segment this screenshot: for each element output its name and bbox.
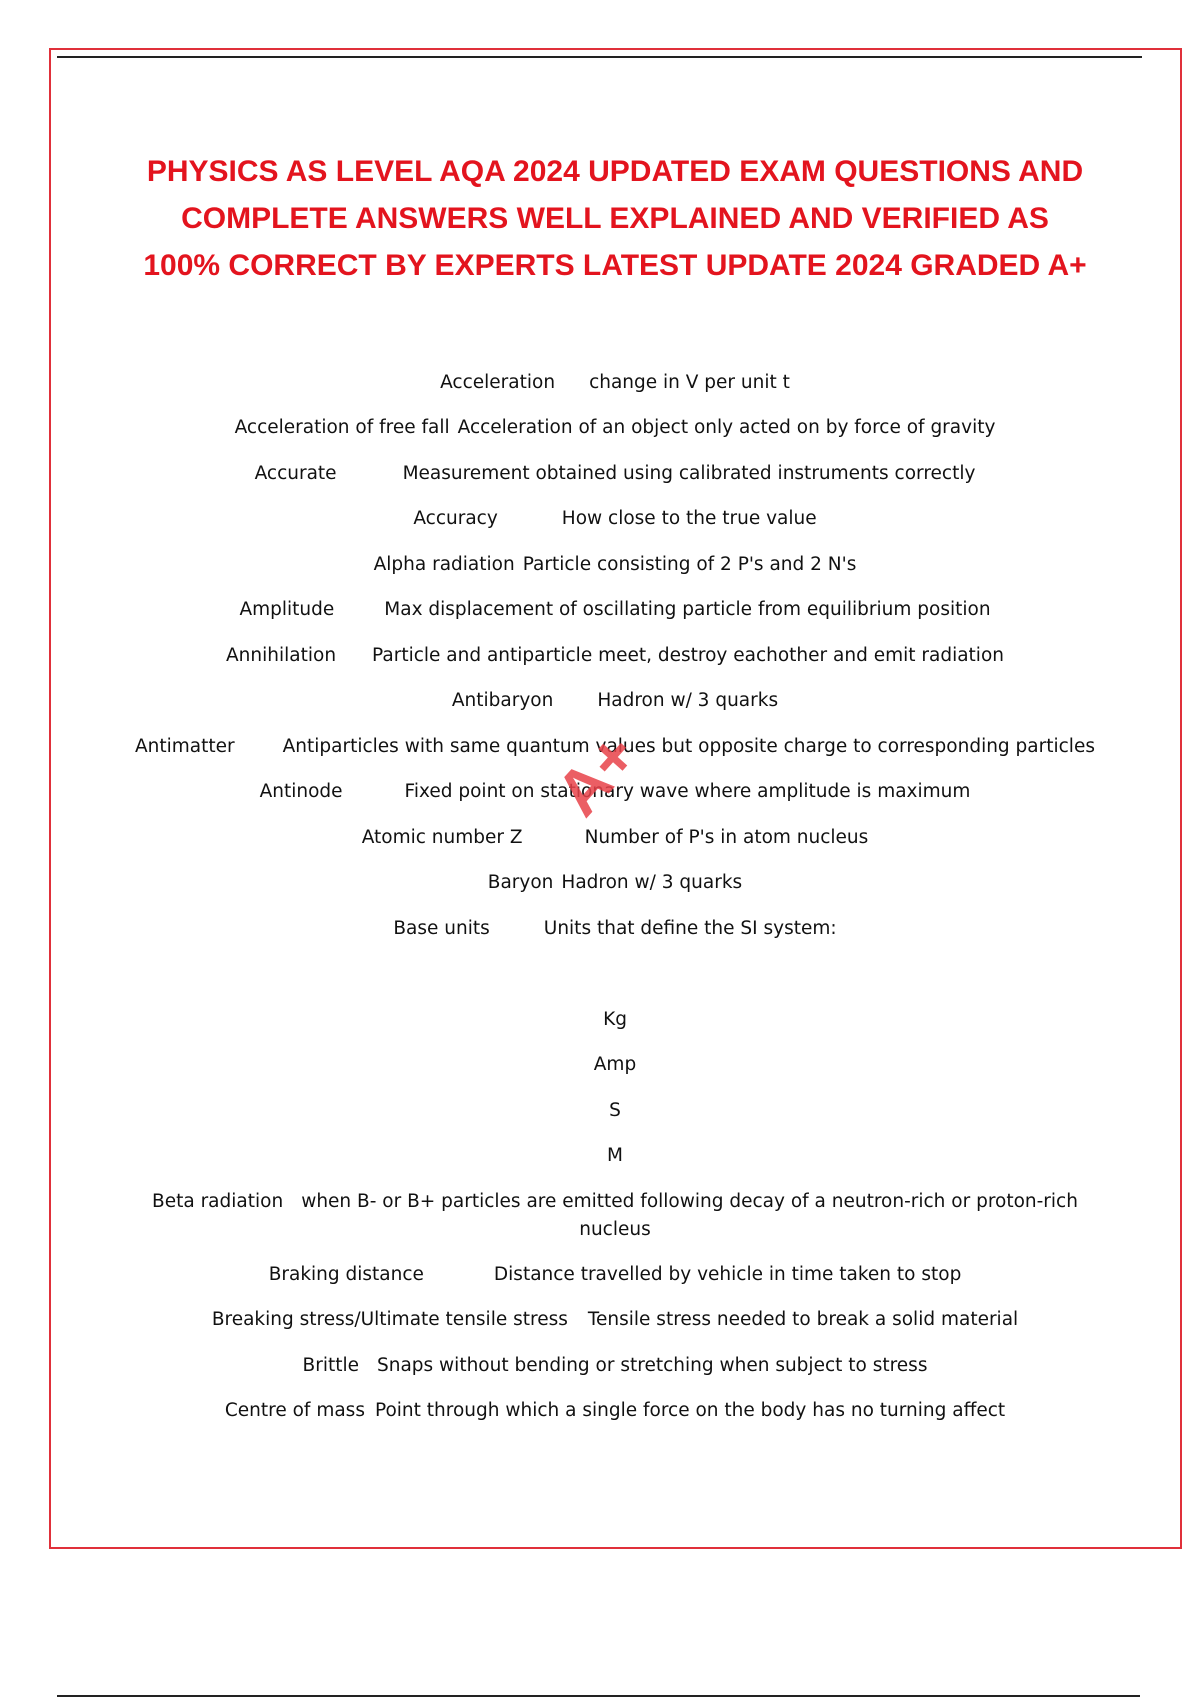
title-line-3: 100% CORRECT BY EXPERTS LATEST UPDATE 2024 GRADED A+: [143, 249, 1087, 282]
glossary-entry: [100, 1397, 1130, 1425]
glossary-entry: [100, 1306, 1130, 1334]
entry-definition: Units that define the SI system:: [543, 918, 837, 939]
entry-definition: How close to the true value: [561, 508, 817, 529]
base-unit-item: Kg: [603, 1009, 627, 1030]
glossary-entry: [100, 1188, 1130, 1216]
glossary-entry: [100, 1352, 1130, 1380]
glossary-entry: [100, 869, 1130, 897]
entry-definition: Number of P's in atom nucleus: [584, 827, 869, 848]
grade-watermark: A+: [542, 718, 652, 830]
entry-term: Antibaryon: [451, 690, 554, 711]
entry-term: Accuracy: [413, 508, 498, 529]
entry-definition: when B- or B+ particles are emitted following decay of a neutron-rich or proton-rich: [301, 1191, 1078, 1212]
glossary-entry: [100, 1261, 1130, 1289]
entry-term: Atomic number Z: [361, 827, 523, 848]
title-line-2: COMPLETE ANSWERS WELL EXPLAINED AND VERIFIED AS: [181, 202, 1049, 235]
entry-term: Braking distance: [268, 1264, 424, 1285]
entry-definition-continued: nucleus: [579, 1219, 651, 1240]
entry-definition: Measurement obtained using calibrated instruments correctly: [402, 463, 976, 484]
entry-definition: Tensile stress needed to break a solid material: [587, 1309, 1019, 1330]
entry-definition: Max displacement of oscillating particle from equilibrium position: [384, 599, 991, 620]
entry-definition: Acceleration of an object only acted on by force of gravity: [457, 417, 996, 438]
glossary-entry: [100, 460, 1130, 488]
entry-definition: change in V per unit t: [589, 372, 790, 393]
glossary-entry: [100, 596, 1130, 624]
base-unit-item: S: [609, 1100, 621, 1121]
entry-term: Alpha radiation: [373, 554, 515, 575]
entry-definition: Antiparticles with same quantum values but opposite charge to corresponding particles: [282, 736, 1095, 757]
glossary-entry: [100, 414, 1130, 442]
glossary-entry: [100, 915, 1130, 943]
glossary-entry: [100, 824, 1130, 852]
entry-term: Brittle: [302, 1355, 359, 1376]
glossary-entry: [100, 505, 1130, 533]
entry-definition: Snaps without bending or stretching when subject to stress: [376, 1355, 928, 1376]
entry-definition: Hadron w/ 3 quarks: [597, 690, 779, 711]
entry-term: Acceleration of free fall: [234, 417, 450, 438]
entry-term: Accurate: [254, 463, 337, 484]
entry-definition: Particle consisting of 2 P's and 2 N's: [522, 554, 857, 575]
base-unit-item: M: [607, 1145, 623, 1166]
entry-term: Antimatter: [135, 736, 235, 757]
bottom-rule: [57, 1695, 1140, 1697]
entry-term: Antinode: [259, 781, 343, 802]
entry-term: Breaking stress/Ultimate tensile stress: [211, 1309, 568, 1330]
entry-term: Amplitude: [239, 599, 335, 620]
base-unit-item: Amp: [593, 1054, 637, 1075]
glossary-entry: [100, 642, 1130, 670]
entry-term: Acceleration: [440, 372, 556, 393]
entry-term: Centre of mass: [224, 1400, 365, 1421]
document-title: [100, 148, 1130, 289]
glossary-entry: [100, 551, 1130, 579]
entry-definition: Distance travelled by vehicle in time taken to stop: [493, 1264, 962, 1285]
title-line-1: PHYSICS AS LEVEL AQA 2024 UPDATED EXAM QUESTIONS AND: [146, 155, 1084, 188]
entry-definition: Particle and antiparticle meet, destroy eachother and emit radiation: [372, 645, 1004, 666]
entry-definition: Hadron w/ 3 quarks: [561, 872, 743, 893]
entry-definition: Point through which a single force on the body has no turning affect: [374, 1400, 1006, 1421]
entry-term: Beta radiation: [152, 1191, 284, 1212]
entry-term: Annihilation: [226, 645, 337, 666]
glossary-entry: [100, 369, 1130, 397]
entry-definition: Fixed point on stationary wave where amplitude is maximum: [404, 781, 971, 802]
entry-term: Baryon: [487, 872, 554, 893]
glossary-entry: [100, 687, 1130, 715]
entry-term: Base units: [393, 918, 490, 939]
top-rule: [57, 56, 1142, 58]
